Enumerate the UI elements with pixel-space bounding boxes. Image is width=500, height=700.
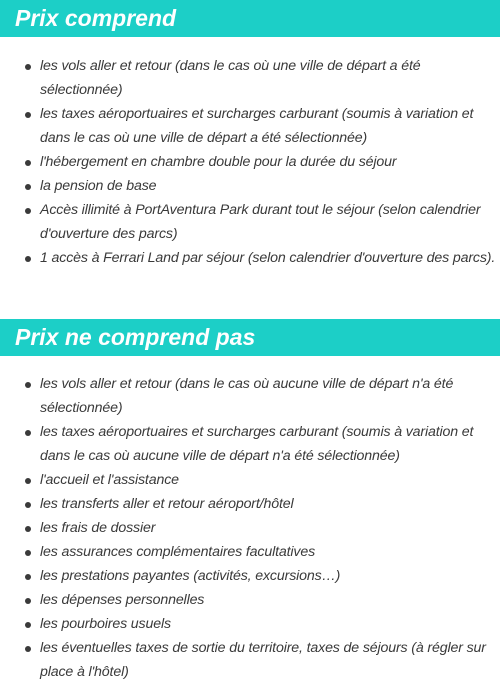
bullet-icon	[25, 526, 31, 532]
list-item-text: l'hébergement en chambre double pour la durée du séjour	[40, 154, 397, 170]
list-item	[0, 612, 500, 636]
list-item-text: Accès illimité à PortAventura Park durant tout le séjour (selon calendrier d'ouverture des parcs)	[40, 202, 481, 242]
bullet-icon	[25, 382, 31, 388]
bullet-icon	[25, 112, 31, 118]
bullet-icon	[25, 256, 31, 262]
list-item-text: la pension de base	[40, 178, 157, 194]
list-item	[0, 492, 500, 516]
list-item-text: les vols aller et retour (dans le cas où aucune ville de départ n'a été sélectionnée)	[40, 376, 454, 416]
list-item-text: les taxes aéroportuaires et surcharges carburant (soumis à variation et dans le cas où aucune ville de départ n'a été sélectionnée)	[40, 424, 474, 464]
list-item-text: les taxes aéroportuaires et surcharges carburant (soumis à variation et dans le cas où une ville de départ a été sélectionnée)	[40, 106, 474, 146]
list-item-text: les dépenses personnelles	[40, 592, 205, 608]
list-item	[0, 540, 500, 564]
bullet-icon	[25, 478, 31, 484]
list-item	[0, 150, 500, 174]
bullet-icon	[25, 160, 31, 166]
list-item	[0, 564, 500, 588]
list-item-text: les frais de dossier	[40, 520, 156, 536]
list-item	[0, 468, 500, 492]
section-title-prix-ne-comprend-pas: Prix ne comprend pas	[0, 319, 500, 356]
list-item-text: les vols aller et retour (dans le cas où une ville de départ a été sélectionnée)	[40, 58, 421, 98]
list-item	[0, 102, 500, 150]
excluded-list	[0, 372, 500, 684]
list-item-text: les prestations payantes (activités, excursions…)	[40, 568, 341, 584]
bullet-icon	[25, 502, 31, 508]
list-item	[0, 246, 500, 270]
bullet-icon	[25, 646, 31, 652]
list-item	[0, 420, 500, 468]
list-item	[0, 174, 500, 198]
bullet-icon	[25, 622, 31, 628]
list-item	[0, 636, 500, 684]
bullet-icon	[25, 64, 31, 70]
list-item	[0, 516, 500, 540]
bullet-icon	[25, 598, 31, 604]
list-item	[0, 54, 500, 102]
bullet-icon	[25, 208, 31, 214]
bullet-icon	[25, 574, 31, 580]
bullet-icon	[25, 550, 31, 556]
included-list	[0, 54, 500, 270]
list-item-text: les pourboires usuels	[40, 616, 171, 632]
list-item-text: 1 accès à Ferrari Land par séjour (selon calendrier d'ouverture des parcs).	[40, 250, 496, 266]
list-item	[0, 588, 500, 612]
bullet-icon	[25, 430, 31, 436]
list-item-text: les transferts aller et retour aéroport/hôtel	[40, 496, 294, 512]
list-item-text: l'accueil et l'assistance	[40, 472, 179, 488]
list-item-text: les assurances complémentaires facultatives	[40, 544, 316, 560]
list-item	[0, 198, 500, 246]
list-item	[0, 372, 500, 420]
bullet-icon	[25, 184, 31, 190]
section-title-prix-comprend: Prix comprend	[0, 0, 500, 37]
list-item-text: les éventuelles taxes de sortie du territoire, taxes de séjours (à régler sur place à l'hôtel)	[40, 640, 486, 680]
